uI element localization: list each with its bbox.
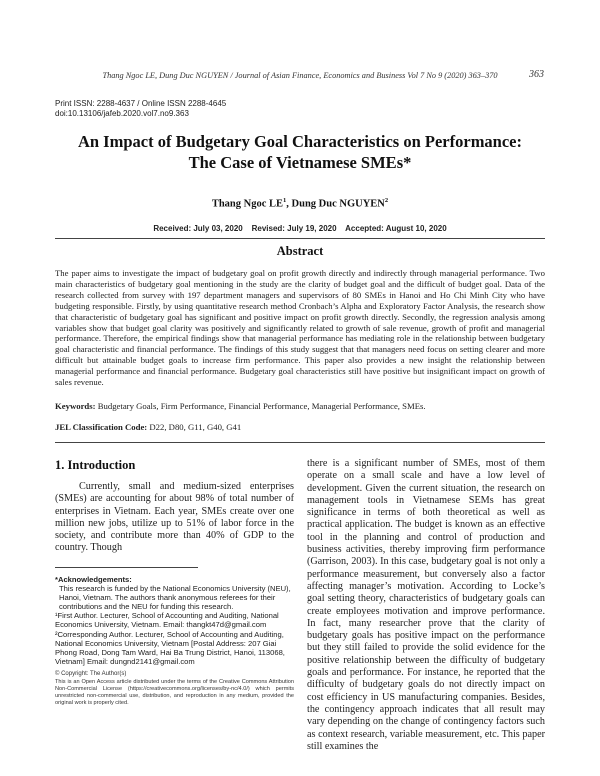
keywords-label: Keywords:	[55, 401, 96, 411]
author-2-affiliation-mark: 2	[384, 197, 389, 204]
footnote-ack-label: *Acknowledgements:	[55, 575, 132, 584]
footnote-corresponding-author: ²Corresponding Author. Lecturer, School of Accounting and Auditing, National Economics University, Vietnam [Postal Address: 207 Giai Phong Road, Dong Tam Ward, Hai Ba Trung District, Hanoi, 113068, Vietnam] Email: dungnd2141@gmail.com	[55, 629, 285, 666]
author-1: Thang Ngoc LE	[211, 198, 284, 210]
jel-value: D22, D80, G11, G40, G41	[147, 422, 242, 432]
page-number: 363	[529, 69, 544, 80]
running-header: Thang Ngoc LE, Dung Duc NGUYEN / Journal of Asian Finance, Economics and Business Vol 7 No 9 (2020) 363–370	[102, 71, 498, 80]
jel-classification	[55, 422, 545, 433]
footnote-acknowledgements: This research is funded by the National Economics University (NEU), Hanoi, Vietnam. The authors thank anonymous referees for their contributions and the NEU for funding this research.	[59, 584, 291, 612]
title-line-2: The Case of Vietnamese SMEs*	[188, 153, 412, 172]
paper-title	[40, 131, 560, 173]
issn-line: Print ISSN: 2288-4637 / Online ISSN 2288-4645	[55, 99, 227, 108]
submission-dates: Received: July 03, 2020 Revised: July 19, 2020 Accepted: August 10, 2020	[153, 224, 447, 233]
author-2: Dung Duc NGUYEN	[291, 198, 385, 210]
license-text: This is an Open Access article distributed under the terms of the Creative Commons Attribution Non-Commercial License (https://creativecommons.org/licenses/by-nc/4.0/) which permits unrestricted non-commercial use, distribution, and reproduction in any medium, provided the original work is properly cited.	[55, 678, 294, 706]
author-separator: ,	[286, 198, 292, 210]
jel-label: JEL Classification Code:	[55, 422, 148, 432]
abstract-divider	[55, 442, 545, 443]
header-divider	[55, 238, 545, 239]
section-heading-introduction: 1. Introduction	[55, 458, 136, 472]
issn-block	[55, 99, 226, 119]
doi-line: doi:10.13106/jafeb.2020.vol7.no9.363	[55, 109, 189, 118]
keywords-value: Budgetary Goals, Firm Performance, Financial Performance, Managerial Performance, SMEs.	[95, 401, 426, 411]
footnotes	[55, 575, 294, 666]
footnote-first-author: ¹First Author. Lecturer, School of Accounting and Auditing, National Economics University, Vietnam. Email: thangkt47d@gmail.com	[55, 611, 279, 630]
author-list	[0, 197, 600, 210]
intro-paragraph-column-1: Currently, small and medium-sized enterprises (SMEs) are accounting for about 98% of total number of enterprises in Vietnam. Each year, SMEs create over one million new jobs, utilize up to 51% of labor force in the society, and contribute more than 40% of GDP to the country. Though	[55, 481, 294, 554]
copyright-notice	[55, 671, 294, 707]
title-line-1: An Impact of Budgetary Goal Characteristics on Performance:	[77, 132, 523, 151]
keywords	[55, 401, 545, 412]
footnote-divider	[55, 567, 198, 568]
abstract-heading: Abstract	[276, 244, 324, 258]
intro-paragraph-column-2: there is a significant number of SMEs, most of them operate on a small scale and have a low level of development. Given the current situation, the research on management tools in Vietnamese SEMs has great significance in terms of both theoretical as well as practical application. The budget is known as an effective tool in the planning and control of production and business activities, thereby improving firm performance (Garrison, 2003). In this case, budgetary goal is not only a performance measurement, but conversely also a factor affecting manager’s motivation. According to Locke’s goal setting theory, characteristics of budgetary goals can create employees motivation and improve performance. In fact, many researcher prove that the clarity of budgetary goals has positive impact on the performance but they still failed to provide the solid evidence for the positive relationship between the difficulty of budgetary goals and performance. For instance, he reported that the difficulty of budgetary goals do not directly impact on cost efficiency in US manufacturing companies. Besides, the contingency approach indicates that all result may vary depending on the change of contingency factors such as context research, variable measurement, etc. This paper still examines the	[307, 458, 545, 752]
abstract-text: The paper aims to investigate the impact of budgetary goal on profit growth directly and indirectly through managerial performance. Two main characteristics of budgetary goal mentioning in the study are the clarity of budget goal and the difficult of budget goal. Data of the research collected from survey with 197 department managers and supervisors of 80 SMEs in Hanoi and Ho Chi Minh City who have budgeting responsible. Firstly, by using quantitative research method Cronbach’s Alpha and Exploratory Factor Analysis, the research show that characteristic of budgetary goal has significant and positive impact on profit growth directly. Secondly, the regression analysis among variables show that budget goal clarity was positively and significantly related to growth of sale revenue, growth of profit and managerial performance. Therefore, the empirical findings show that managerial performance has mediating role in the relationship between budgetary goal characteristic and financial performance. The findings of this study suggest that that managers need focus on setting clearer and more difficult but attainable budget goals to increase firm performance. This paper also provides a new insight the relationship between managerial performance and financial performance. Budgetary goal characteristics still have positive but insignificant impact on growth of sales revenue.	[55, 268, 545, 388]
copyright-line: © Copyright: The Author(s)	[55, 671, 127, 677]
author-1-affiliation-mark: 1	[283, 197, 287, 204]
